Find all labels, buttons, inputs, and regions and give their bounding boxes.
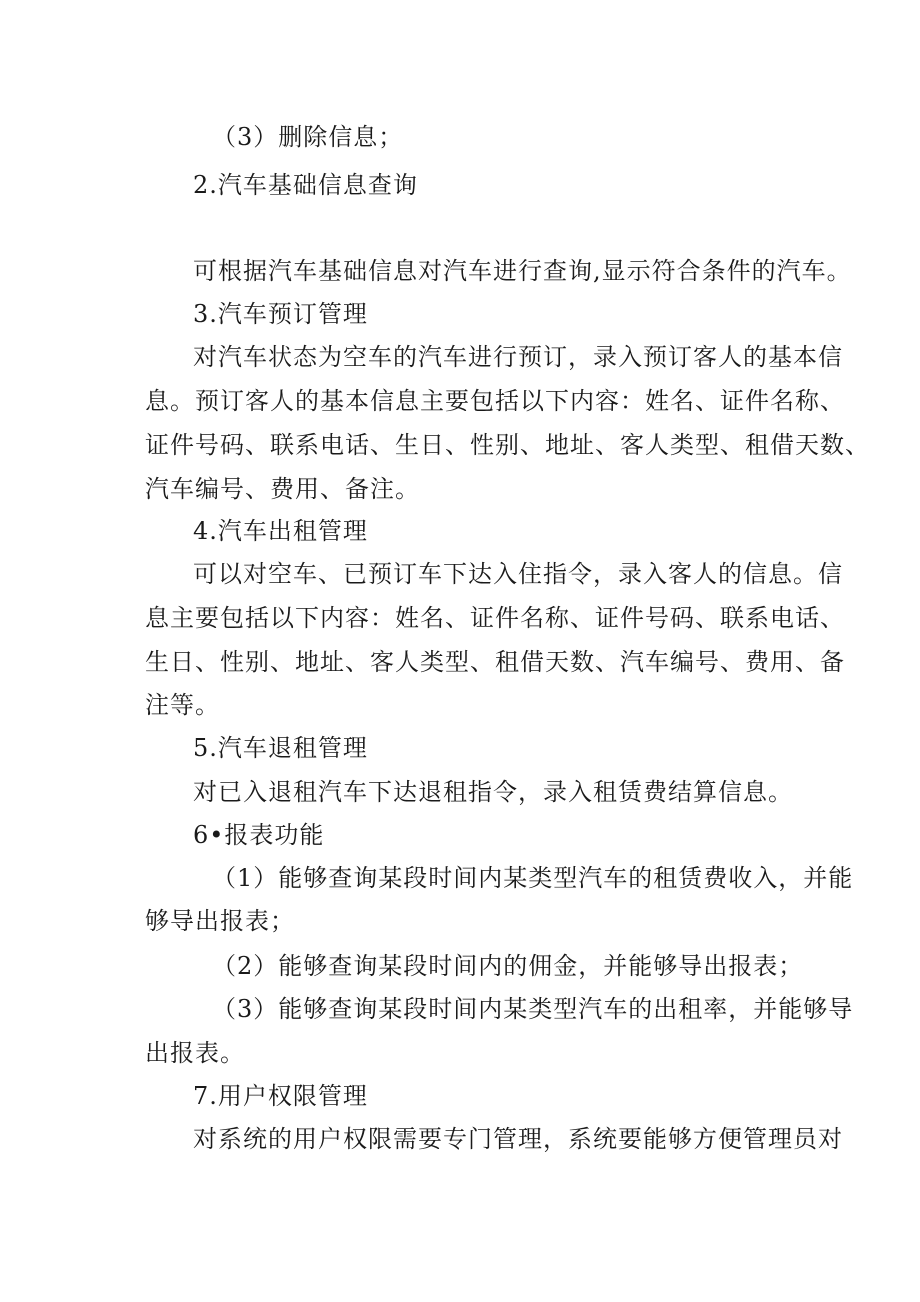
paragraph-query-line-1: 可根据汽车基础信息对汽车进行查询,显示符合条件的汽车。 xyxy=(193,257,852,285)
list-item-delete-info: （3）删除信息； xyxy=(212,123,404,151)
list-item-report-3-line-1: （3）能够查询某段时间内某类型汽车的出租率，并能够导 xyxy=(212,995,854,1023)
heading-report-functions: 6•报表功能 xyxy=(193,821,325,849)
paragraph-reservation-line-2: 息。预订客人的基本信息主要包括以下内容：姓名、证件名称、 xyxy=(145,387,845,415)
list-item-report-1-line-2: 够导出报表； xyxy=(145,907,295,935)
heading-car-reservation-management: 3.汽车预订管理 xyxy=(193,300,368,328)
heading-car-return-management: 5.汽车退租管理 xyxy=(193,734,368,762)
paragraph-return-line-1: 对已入退租汽车下达退租指令，录入租赁费结算信息。 xyxy=(193,778,793,806)
paragraph-reservation-line-3: 证件号码、联系电话、生日、性别、地址、客人类型、租借天数、 xyxy=(145,431,870,459)
paragraph-rental-line-1: 可以对空车、已预订车下达入住指令，录入客人的信息。信 xyxy=(193,560,843,588)
list-item-report-1-line-1: （1）能够查询某段时间内某类型汽车的租赁费收入，并能 xyxy=(212,864,854,892)
paragraph-reservation-line-4: 汽车编号、费用、备注。 xyxy=(145,475,420,503)
heading-car-basic-info-query: 2.汽车基础信息查询 xyxy=(193,171,418,199)
heading-car-rental-management: 4.汽车出租管理 xyxy=(193,517,368,545)
paragraph-permission-line-1: 对系统的用户权限需要专门管理，系统要能够方便管理员对 xyxy=(193,1125,843,1153)
paragraph-rental-line-3: 生日、性别、地址、客人类型、租借天数、汽车编号、费用、备 xyxy=(145,648,845,676)
paragraph-reservation-line-1: 对汽车状态为空车的汽车进行预订，录入预订客人的基本信 xyxy=(193,343,843,371)
paragraph-rental-line-4: 注等。 xyxy=(145,691,220,719)
list-item-report-3-line-2: 出报表。 xyxy=(145,1039,245,1067)
paragraph-rental-line-2: 息主要包括以下内容：姓名、证件名称、证件号码、联系电话、 xyxy=(145,604,845,632)
list-item-report-2: （2）能够查询某段时间内的佣金，并能够导出报表； xyxy=(212,952,804,980)
heading-user-permission-management: 7.用户权限管理 xyxy=(193,1082,368,1110)
